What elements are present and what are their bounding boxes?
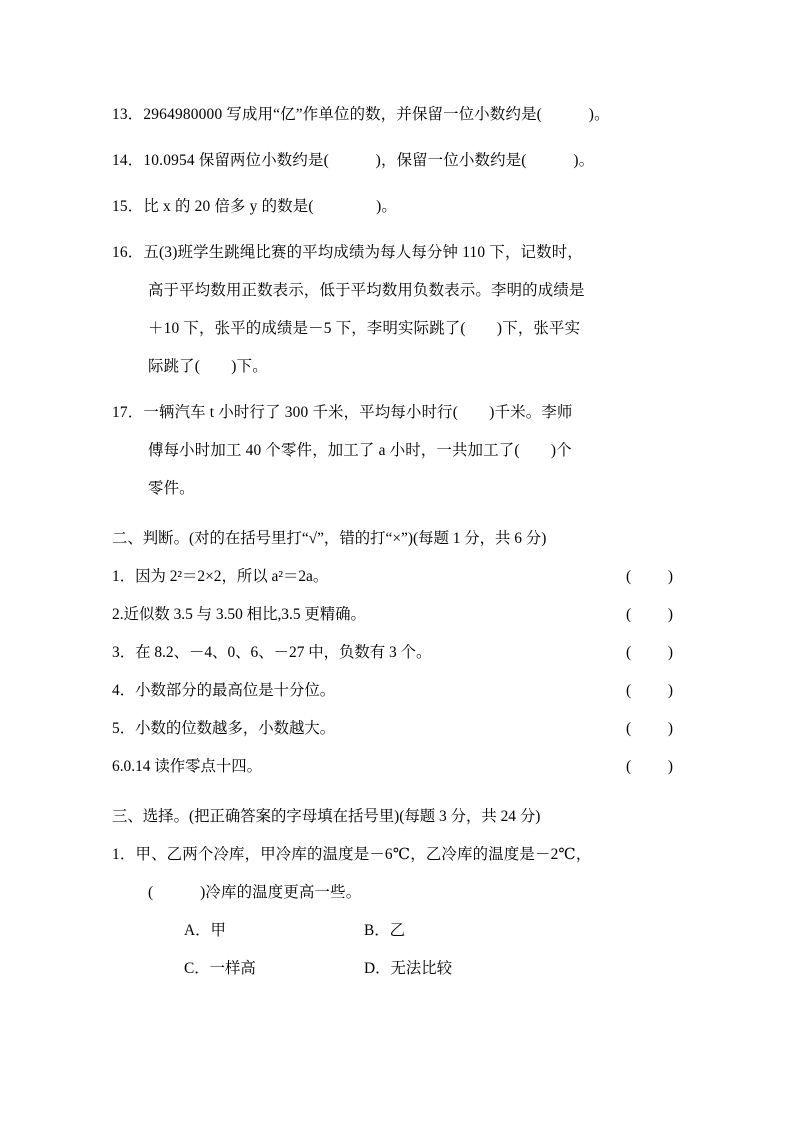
question-16-line-1: 16．五(3)班学生跳绳比赛的平均成绩为每人每分钟 110 下，记数时， <box>112 244 583 261</box>
answer-bracket[interactable]: ( ) <box>625 644 675 661</box>
choice-question-line-1: 1．甲、乙两个冷库，甲冷库的温度是－6℃，乙冷库的温度是－2℃， <box>112 846 592 863</box>
true-false-text: 近似数 3.5 与 3.50 相比,3.5 更精确。 <box>123 606 366 623</box>
question-16-line-4: 际跳了( )下。 <box>148 358 268 375</box>
question-16-line-3: ＋10 下，张平的成绩是－5 下，李明实际跳了( )下，张平实 <box>148 320 581 337</box>
question-16-line-2: 高于平均数用正数表示，低于平均数用负数表示。李明的成绩是 <box>148 282 585 299</box>
choice-option-b[interactable]: B．乙 <box>364 922 406 939</box>
question-15-line-1: 15．比 x 的 20 倍多 y 的数是( )。 <box>112 198 397 215</box>
answer-bracket[interactable]: ( ) <box>625 758 675 775</box>
true-false-text: 小数的位数越多，小数越大。 <box>135 720 336 737</box>
answer-bracket[interactable]: ( ) <box>625 682 675 699</box>
true-false-text: 0.14 读作零点十四。 <box>123 758 263 775</box>
true-false-row <box>112 710 683 748</box>
question-17-line-1: 17．一辆汽车 t 小时行了 300 千米，平均每小时行( )千米。李师 <box>112 404 573 421</box>
choice-row-2 <box>112 950 683 988</box>
answer-bracket[interactable]: ( ) <box>625 606 675 623</box>
true-false-number: 5． <box>112 720 136 737</box>
true-false-number: 6. <box>112 758 124 775</box>
true-false-number: 4． <box>112 682 136 699</box>
question-14 <box>112 142 683 180</box>
section-three-heading: 三、选择。(把正确答案的字母填在括号里)(每题 3 分，共 24 分) <box>112 808 541 825</box>
true-false-row <box>112 672 683 710</box>
true-false-row <box>112 634 683 672</box>
question-17 <box>112 394 683 508</box>
true-false-number: 3． <box>112 644 136 661</box>
question-15 <box>112 188 683 226</box>
true-false-text: 因为 2²＝2×2，所以 a²＝2a。 <box>135 568 329 585</box>
choice-row-1 <box>112 912 683 950</box>
true-false-text: 小数部分的最高位是十分位。 <box>135 682 336 699</box>
choice-option-c[interactable]: C．一样高 <box>184 960 256 977</box>
choice-question-line-2: ( )冷库的温度更高一些。 <box>148 884 362 901</box>
question-13 <box>112 96 683 134</box>
section-two-items <box>112 558 683 786</box>
true-false-row <box>112 748 683 786</box>
choice-option-d[interactable]: D．无法比较 <box>364 960 453 977</box>
answer-bracket[interactable]: ( ) <box>625 720 675 737</box>
true-false-text: 在 8.2、－4、0、6、－27 中，负数有 3 个。 <box>135 644 432 661</box>
true-false-row <box>112 596 683 634</box>
question-13-line-1: 13．2964980000 写成用“亿”作单位的数，并保留一位小数约是( )。 <box>112 106 610 123</box>
choice-option-a[interactable]: A．甲 <box>184 922 226 939</box>
question-17-line-2: 傅每小时加工 40 个零件，加工了 a 小时，一共加工了( )个 <box>148 442 572 459</box>
question-16 <box>112 234 683 386</box>
answer-bracket[interactable]: ( ) <box>625 568 675 585</box>
true-false-row <box>112 558 683 596</box>
section-three-question-1 <box>112 836 683 988</box>
true-false-number: 1． <box>112 568 136 585</box>
question-17-line-3: 零件。 <box>148 480 195 497</box>
section-two-heading: 二、判断。(对的在括号里打“√”，错的打“×”)(每题 1 分，共 6 分) <box>112 530 547 547</box>
true-false-number: 2. <box>112 606 124 623</box>
question-14-line-1: 14．10.0954 保留两位小数约是( )，保留一位小数约是( )。 <box>112 152 595 169</box>
